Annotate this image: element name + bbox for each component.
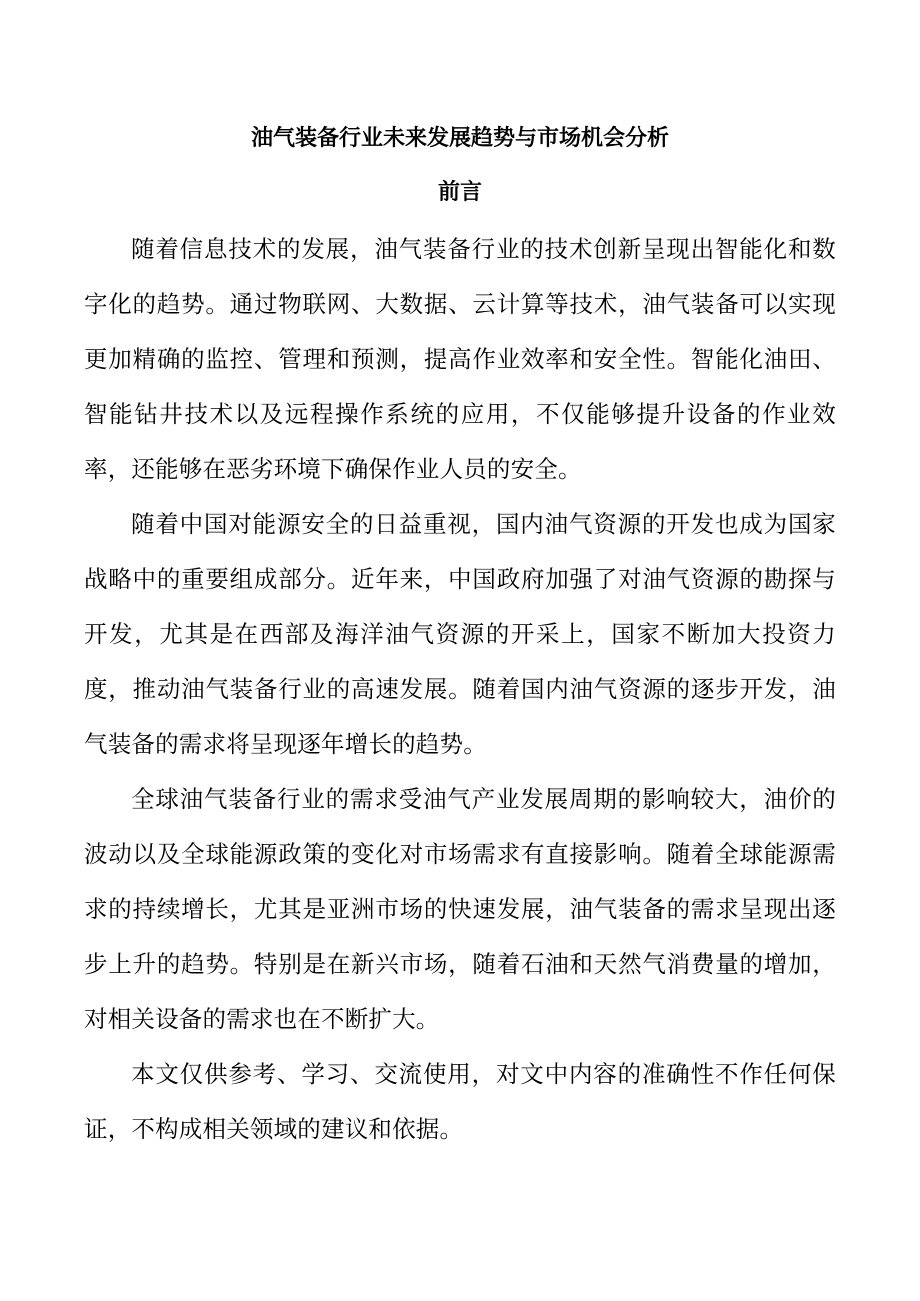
paragraph-4-disclaimer: 本文仅供参考、学习、交流使用，对文中内容的准确性不作任何保证，不构成相关领域的建议和依据。 bbox=[84, 1060, 836, 1143]
paragraph-3: 全球油气装备行业的需求受油气产业发展周期的影响较大，油价的波动以及全球能源政策的变化对市场需求有直接影响。随着全球能源需求的持续增长，尤其是亚洲市场的快速发展，油气装备的需求呈现出逐步上升的趋势。特别是在新兴市场，随着石油和天然气消费量的增加，对相关设备的需求也在不断扩大。 bbox=[84, 785, 836, 1033]
paragraph-1: 随着信息技术的发展，油气装备行业的技术创新呈现出智能化和数字化的趋势。通过物联网、大数据、云计算等技术，油气装备可以实现更加精确的监控、管理和预测，提高作业效率和安全性。智能化油田、智能钻井技术以及远程操作系统的应用，不仅能够提升设备的作业效率，还能够在恶劣环境下确保作业人员的安全。 bbox=[84, 235, 836, 483]
document-title: 油气装备行业未来发展趋势与市场机会分析 bbox=[250, 125, 669, 151]
paragraph-2: 随着中国对能源安全的日益重视，国内油气资源的开发也成为国家战略中的重要组成部分。近年来，中国政府加强了对油气资源的勘探与开发，尤其是在西部及海洋油气资源的开采上，国家不断加大投资力度，推动油气装备行业的高速发展。随着国内油气资源的逐步开发，油气装备的需求将呈现逐年增长的趋势。 bbox=[84, 510, 836, 758]
section-heading-preface: 前言 bbox=[437, 179, 482, 205]
